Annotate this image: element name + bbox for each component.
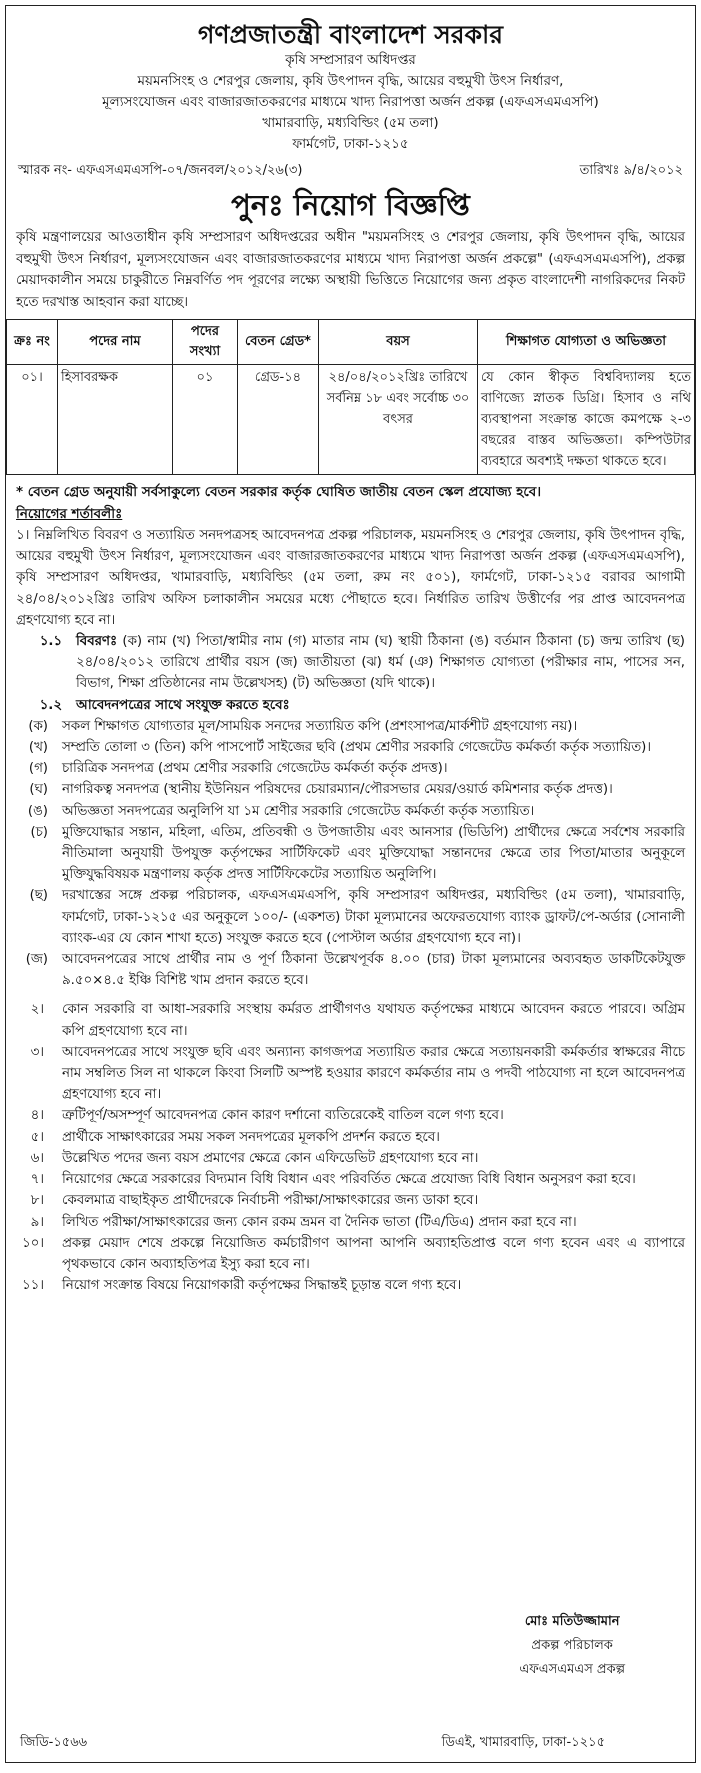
- col-count: পদের সংখ্যা: [173, 320, 238, 365]
- condition-text: ত্রুটিপূর্ণ/অসম্পূর্ণ আবেদনপত্র কোন কারণ দর্শানো ব্যতিরেকেই বাতিল বলে গণ্য হবে।: [62, 1108, 504, 1124]
- condition-item: [6, 999, 695, 1041]
- condition-1-1-text: [76, 631, 695, 695]
- memo-row: [6, 155, 695, 181]
- attachment-number: (ছ): [29, 888, 48, 904]
- condition-text: লিখিত পরীক্ষা/সাক্ষাৎকারের জন্য কোন রকম ভ্রমন বা দৈনিক ভাতা (টিএ/ডিএ) প্রদান করা হবে না।: [62, 1214, 577, 1230]
- signatory-project: এফএসএমএস প্রকল্প: [519, 1662, 625, 1677]
- conditions-title: নিয়োগের শর্তাবলীঃ: [16, 506, 123, 522]
- attachment-text: অভিজ্ঞতা সনদপত্রের অনুলিপি যা ১ম শ্রেণীর সরকারি গেজেটেড কর্মকর্তা কর্তৃক সত্যায়িত।: [62, 803, 535, 819]
- condition-text: নিয়োগ সংক্রান্ত বিষয়ে নিয়োগকারী কর্তৃপক্ষের সিদ্ধান্তই চূড়ান্ত বলে গণ্য হবে।: [62, 1278, 462, 1294]
- condition-1-1-number: ১.১: [39, 634, 62, 650]
- col-grade: বেতন গ্রেড*: [238, 320, 319, 365]
- condition-text: উল্লেখিত পদের জন্য বয়স প্রমাণের ক্ষেত্রে কোন এফিডেভিট গ্রহণযোগ্য হবে না।: [62, 1150, 479, 1166]
- attachment-number: (খ): [28, 740, 48, 756]
- table-row: [7, 365, 695, 475]
- condition-text: কোন সরকারি বা আধা-সরকারি সংস্থায় কর্মরত প্রার্থীগণও যথাযত কর্তৃপক্ষের মাধ্যমে আবেদন করতে পারবে। অগ্রিম কপি গ্রহণযোগ্য হবে না।: [62, 1002, 685, 1039]
- attachment-item: [6, 885, 695, 949]
- signatory-designation: প্রকল্প পরিচালক: [531, 1638, 613, 1653]
- condition-1-2-number: ১.২: [39, 697, 62, 713]
- signatory-address: ডিএই, খামারবাড়ি, ঢাকা-১২১৫: [441, 1735, 605, 1750]
- condition-number: ৯।: [30, 1214, 44, 1230]
- condition-item: [6, 1190, 695, 1211]
- col-age: বয়স: [319, 320, 478, 365]
- cell-sl: ০১।: [7, 365, 58, 475]
- address-line2: ফার্মগেট, ঢাকা-১২১৫: [292, 136, 409, 152]
- attachment-item: [6, 779, 695, 800]
- notice-header: [6, 20, 695, 155]
- attachment-item: [6, 801, 695, 822]
- condition-item: [6, 1105, 695, 1126]
- cell-post: হিসাবরক্ষক: [58, 365, 173, 475]
- condition-number: ৫।: [30, 1129, 44, 1145]
- attachment-number: (ঘ): [29, 782, 48, 798]
- condition-number: ২।: [30, 1002, 44, 1018]
- attachment-item: [6, 758, 695, 779]
- col-qualification: শিক্ষাগত যোগ্যতা ও অভিজ্ঞতা: [478, 320, 695, 365]
- attachment-item: [6, 822, 695, 886]
- condition-number: ৬।: [30, 1150, 44, 1166]
- notice-page: [5, 5, 696, 1763]
- condition-number: ১১।: [21, 1278, 44, 1294]
- salary-note: * বেতন গ্রেড অনুযায়ী সর্বসাকুল্যে বেতন সরকার কর্তৃক ঘোষিত জাতীয় বেতন স্কেল প্রযোজ্য হবে।: [16, 484, 542, 500]
- condition-text: প্রার্থীকে সাক্ষাৎকারের সময় সকল সনদপত্রের মূলকপি প্রদর্শন করতে হবে।: [62, 1129, 440, 1145]
- notice-title: পুনঃ নিয়োগ বিজ্ঞপ্তি: [231, 188, 470, 222]
- condition-number: ৭।: [30, 1172, 44, 1188]
- condition-item: [6, 1169, 695, 1190]
- address-line1: খামারবাড়ি, মধ্যবিল্ডিং (৫ম তলা): [262, 115, 439, 131]
- attachment-text: নাগরিকত্ব সনদপত্র (স্থানীয় ইউনিয়ন পরিষদের চেয়ারম্যান/পৌরসভার মেয়র/ওয়ার্ড কমিশনার কর্তৃক প্রদত্ত)।: [62, 782, 613, 798]
- condition-number: ১০।: [21, 1235, 44, 1251]
- attachment-number: (চ): [30, 824, 48, 840]
- attachment-text: চারিত্রিক সনদপত্র (প্রথম শ্রেণীর সরকারি গেজেটেড কর্মকর্তা কর্তৃক প্রদত্ত)।: [62, 761, 448, 777]
- condition-item: [6, 1212, 695, 1233]
- condition-item: [6, 1275, 695, 1296]
- condition-1: ১। নিম্নলিখিত বিবরণ ও সত্যায়িত সনদপত্রসহ আবেদনপত্র প্রকল্প পরিচালক, ময়মনসিংহ ও শেরপুর জেলায়, কৃষি উৎপাদন বৃদ্ধি, আয়ের বহুমুখী উৎস নির্ধারণ, মূল্যসংযোজন এবং বাজারজাতকরণের মাধ্যমে খাদ্য নিরাপত্তা অর্জন প্রকল্প (এফএসএমএসপি), কৃষি সম্প্রসারণ অধিদপ্তর, খামারবাড়ি, মধ্যবিল্ডিং (৫ম তলা, রুম নং ৫০১), ফার্মগেট, ঢাকা-১২১৫ বরাবর আগামী ২৪/০৪/২০১২খ্রিঃ তারিখ অফিস চলাকালীন সময়ের মধ্যে পৌছাতে হবে। নির্ধারিত তারিখ উত্তীর্ণের পর প্রাপ্ত আবেদনপত্র গ্রহণযোগ্য হবে না।: [16, 528, 685, 628]
- attachment-text: মুক্তিযোদ্ধার সন্তান, মহিলা, এতিম, প্রতিবন্ধী ও উপজাতীয় এবং আনসার (ভিডিপি) প্রার্থীদের ক্ষেত্রে সর্বশেষ সরকারি নীতিমালা অনুযায়ী উপযুক্ত কর্তৃপক্ষের সার্টিফিকেট এবং মুক্তিযোদ্ধা সন্তানদের ক্ষেত্রে তার পিতা/মাতার অনুকূলে মুক্তিযুদ্ধবিষয়ক মন্ত্রণালয় কর্তৃক প্রদত্ত সার্টিফিকেটের সত্যায়িত অনুলিপি।: [62, 824, 685, 883]
- condition-1-2: [6, 695, 695, 716]
- condition-1-1-body: (ক) নাম (খ) পিতা/স্বামীর নাম (গ) মাতার নাম (ঘ) স্থায়ী ঠিকানা (ঙ) বর্তমান ঠিকানা (চ) জন্ম তারিখ (ছ) ২৪/০৪/২০১২ তারিখে প্রার্থীর বয়স (জ) জাতীয়তা (ঝ) ধর্ম (ঞ) শিক্ষাগত যোগ্যতা (পরীক্ষার নাম, পাসের সন, বিভাগ, শিক্ষা প্রতিষ্ঠানের নাম উল্লেখসহ) (ট) অভিজ্ঞতা (যদি থাকে)।: [76, 634, 685, 692]
- attachment-text: সকল শিক্ষাগত যোগ্যতার মূল/সাময়িক সনদের সত্যায়িত কপি (প্রশংসাপত্র/মার্কশীট গ্রহণযোগ্য নয়)।: [62, 718, 578, 734]
- cell-count: ০১: [173, 365, 238, 475]
- condition-number: ৪।: [30, 1108, 44, 1124]
- government-title: গণপ্রজাতন্ত্রী বাংলাদেশ সরকার: [198, 20, 503, 49]
- table-header-row: [7, 320, 695, 365]
- memo-reference: স্মারক নং- এফএসএমএসপি-০৭/জনবল/২০১২/২৬(৩): [18, 163, 303, 178]
- condition-text: নিয়োগের ক্ষেত্রে সরকারের বিদ্যমান বিধি বিধান এবং পরিবর্তিত ক্ষেত্রে প্রযোজ্য বিধি বিধান অনুসরণ করা হবে।: [62, 1172, 636, 1188]
- attachment-item: [6, 949, 695, 991]
- condition-text: আবেদনপত্রের সাথে সংযুক্ত ছবি এবং অন্যান্য কাগজপত্র সত্যায়িত করার ক্ষেত্রে সত্যায়নকারী কর্মকর্তার স্বাক্ষরের নীচে নাম সম্বলিত সিল না থাকলে কিংবা সিলটি অস্পষ্ট হওয়ার কারণে কর্মকর্তার নাম ও পদবী পাঠযোগ্য না হলে আবেদনপত্র গ্রহণযোগ্য হবে না।: [62, 1044, 685, 1103]
- attachment-item: [6, 716, 695, 737]
- gd-number: জিডি-১৫৬৬: [20, 1735, 88, 1750]
- project-name-line1: ময়মনসিংহ ও শেরপুর জেলায়, কৃষি উৎপাদন বৃদ্ধি, আয়ের বহুমুখী উৎস নির্ধারণ,: [137, 73, 564, 89]
- condition-text: কেবলমাত্র বাছাইকৃত প্রার্থীদেরকে নির্বাচনী পরীক্ষা/সাক্ষাৎকারের জন্য ডাকা হবে।: [62, 1193, 479, 1209]
- attachment-text: আবেদনপত্রের সাথে প্রার্থীর নাম ও পূর্ণ ঠিকানা উল্লেখপূর্বক ৪.০০ (চার) টাকা মূল্যমানের অব্যবহৃত ডাকটিকেটযুক্ত ৯.৫০×৪.৫ ইঞ্চি বিশিষ্ট খাম প্রদান করতে হবে।: [62, 952, 685, 989]
- intro-paragraph: কৃষি মন্ত্রণালয়ের আওতাধীন কৃষি সম্প্রসারণ অধিদপ্তরের অধীন "ময়মনসিংহ ও শেরপুর জেলায়, কৃষি উৎপাদন বৃদ্ধি, আয়ের বহুমুখী উৎস নির্ধারণ, মূল্যসংযোজন এবং বাজারজাতকরণের মাধ্যমে খাদ্য নিরাপত্তা অর্জন প্রকল্পে" (এফএসএমএসপি), প্রকল্প মেয়াদকালীন সময়ে চাকুরীতে নিম্নবর্ণিত পদ পূরণের লক্ষ্যে অস্থায়ী ভিত্তিতে নিয়োগের জন্য প্রকৃত বাংলাদেশী নাগরিকদের নিকট হতে দরখাস্ত আহবান করা যাচ্ছে।: [16, 230, 685, 310]
- col-sl: ক্রঃ নং: [7, 320, 58, 365]
- condition-number: ৩।: [30, 1044, 44, 1060]
- condition-1-1: [6, 631, 695, 695]
- condition-item: [6, 1042, 695, 1106]
- posts-table: [6, 319, 695, 475]
- attachment-number: (গ): [28, 761, 48, 777]
- condition-item: [6, 1127, 695, 1148]
- condition-1-1-label: বিবরণঃ: [76, 634, 118, 650]
- condition-item: [6, 1148, 695, 1169]
- memo-date: তারিখঃ ৯/৪/২০১২: [579, 163, 683, 178]
- project-name-line2: মূল্যসংযোজন এবং বাজারজাতকরণের মাধ্যমে খাদ্য নিরাপত্তা অর্জন প্রকল্প (এফএসএমএসপি): [102, 94, 599, 110]
- attachment-text: দরখাস্তের সঙ্গে প্রকল্প পরিচালক, এফএসএমএসপি, কৃষি সম্প্রসারণ অধিদপ্তর, মধ্যবিল্ডিং (৫ম তলা), খামারবাড়ি, ফার্মগেট, ঢাকা-১২১৫ এর অনুকূলে ১০০/- (একশত) টাকা মূল্যমানের অফেরতযোগ্য ব্যাংক ড্রাফট/পে-অর্ডার (সোনালী ব্যাংক-এর যে কোন শাখা হতে) সংযুক্ত করতে হবে (পোস্টাল অর্ডার গ্রহণযোগ্য হবে না)।: [62, 888, 685, 946]
- attachment-number: (ক): [28, 718, 48, 734]
- attachment-text: সম্প্রতি তোলা ৩ (তিন) কপি পাসপোর্ট সাইজের ছবি (প্রথম শ্রেণীর সরকারি গেজেটেড কর্মকর্তা কর্তৃক সত্যায়িত)।: [62, 740, 652, 756]
- cell-age: ২৪/০৪/২০১২খ্রিঃ তারিখে সর্বনিম্ন ১৮ এবং সর্বোচ্চ ৩০ বৎসর: [319, 365, 478, 475]
- department-name: কৃষি সম্প্রসারণ অধিদপ্তর: [285, 52, 416, 68]
- cell-qualification: যে কোন স্বীকৃত বিশ্ববিদ্যালয় হতে বাণিজ্যে স্নাতক ডিগ্রি। হিসাব ও নথি ব্যবস্থাপনা সংক্রান্ত কাজে কমপক্ষে ২-৩ বছরের বাস্তব অভিজ্ঞতা। কম্পিউটার ব্যবহারে অবশ্যই দক্ষতা থাকতে হবে।: [478, 365, 695, 475]
- condition-1-2-label: আবেদনপত্রের সাথে সংযুক্ত করতে হবেঃ: [76, 697, 290, 713]
- attachment-item: [6, 737, 695, 758]
- condition-number: ৮।: [30, 1193, 44, 1209]
- signature-block: [519, 1610, 625, 1682]
- spacer: [6, 991, 695, 999]
- col-post: পদের নাম: [58, 320, 173, 365]
- condition-item: [6, 1233, 695, 1275]
- cell-grade: গ্রেড-১৪: [238, 365, 319, 475]
- attachment-number: (ঙ): [27, 803, 48, 819]
- signatory-name: মোঃ মতিউজ্জামান: [524, 1614, 620, 1629]
- attachment-number: (জ): [25, 952, 48, 968]
- condition-text: প্রকল্প মেয়াদ শেষে প্রকল্পে নিয়োজিত কর্মচারীগণ আপনা আপনি অব্যাহতিপ্রাপ্ত বলে গণ্য হবেন এবং এ ব্যাপারে পৃথকভাবে কোন অব্যাহতিপত্র ইস্যু করা হবে না।: [62, 1235, 685, 1272]
